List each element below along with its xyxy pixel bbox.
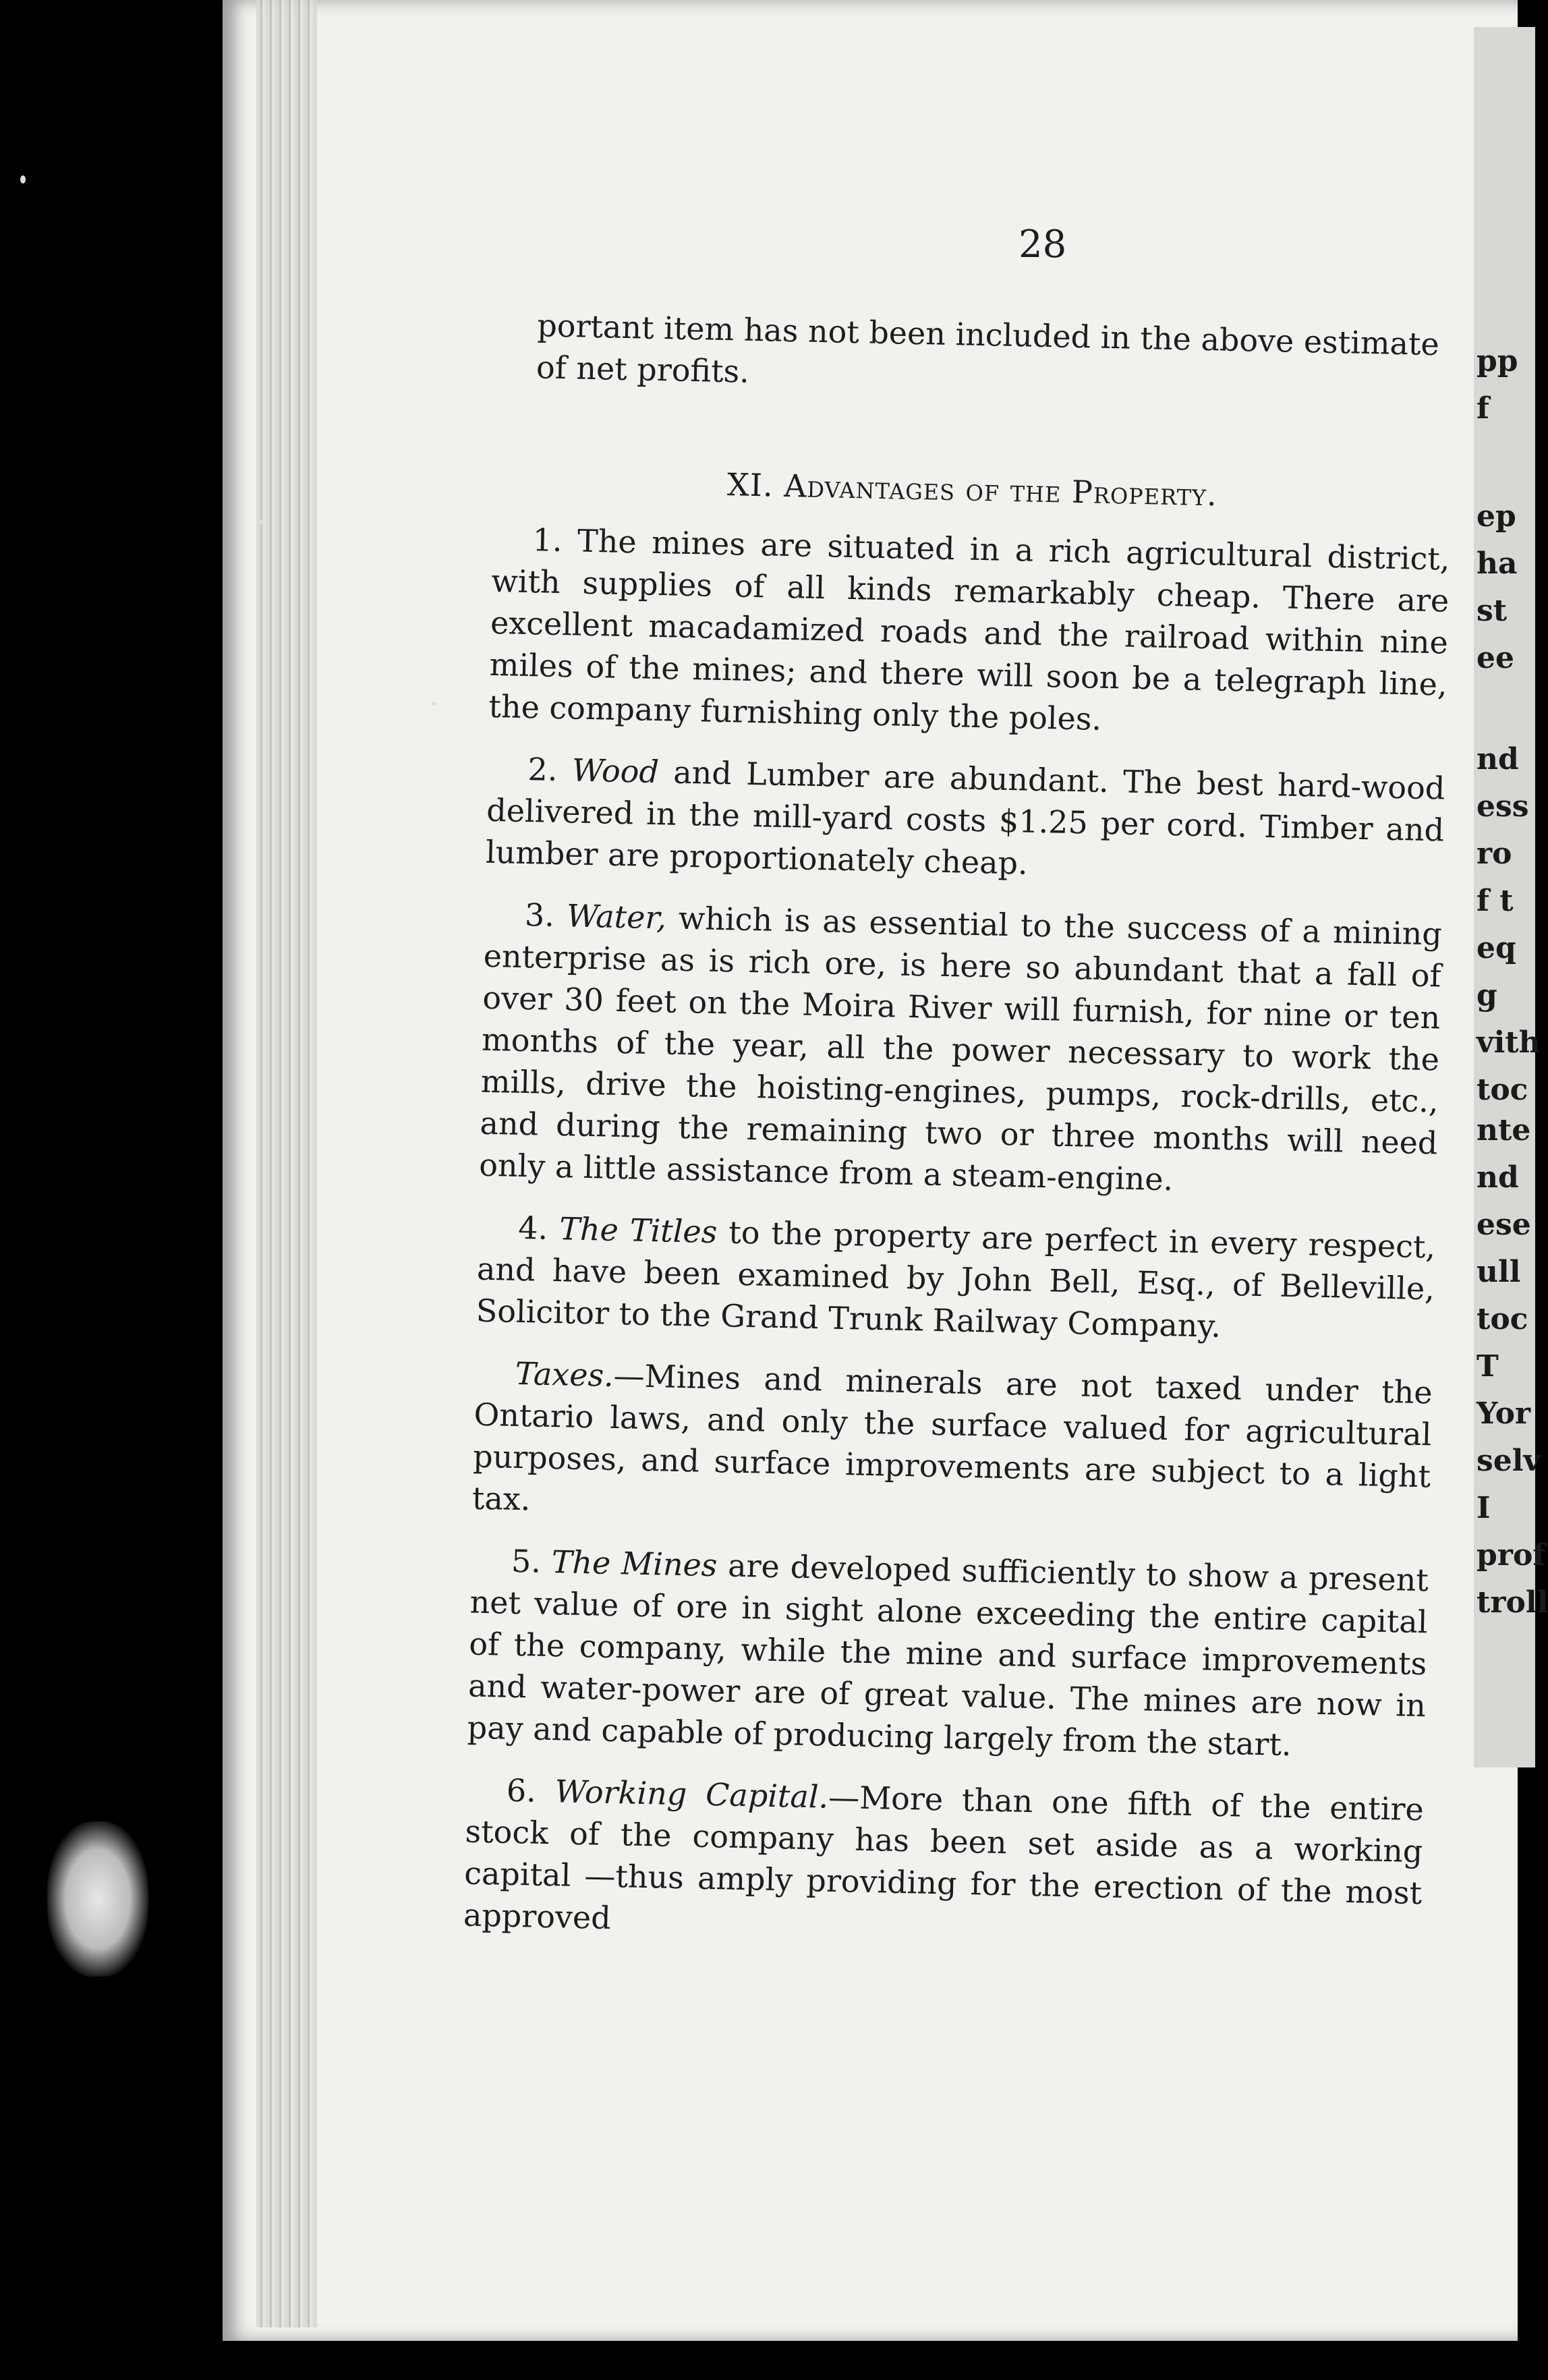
para-lead: The Mines (551, 1543, 718, 1584)
paragraph (463, 1768, 1424, 1956)
intro-text: portant item has not been included in the above estimate of net profits. (536, 307, 1440, 390)
scan-speck (256, 519, 263, 525)
para-lead: Taxes. (515, 1355, 614, 1394)
facing-fragment: prof (1477, 1538, 1546, 1572)
section-heading: XI. Advantages of the Property. (726, 466, 1218, 513)
paragraph (471, 1352, 1433, 1539)
facing-fragment: ro (1477, 837, 1512, 871)
scan-blot (47, 1821, 148, 1977)
para-text: which is as essential to the success of a mining enterprise as is rich ore, is here so abundant that a fall of over 30 feet on the Moira River will furnish, for nine or ten months of the year, all the power necessary to work the mills, drive the hoisting-engines, pumps, rock-drills, etc., and during the remaining two or three months will need only a little assistance from a steam-engine. (478, 899, 1443, 1198)
facing-fragment: f (1477, 391, 1489, 426)
facing-page (1474, 27, 1548, 1767)
facing-fragment: ull (1477, 1255, 1521, 1289)
para-prefix: 1. (532, 521, 578, 559)
para-prefix: 2. (527, 751, 573, 789)
facing-fragment: vith (1477, 1025, 1541, 1060)
para-prefix: 5. (511, 1542, 552, 1581)
scan-speck (20, 175, 26, 183)
paragraph (476, 1206, 1436, 1352)
text-column (463, 209, 1457, 1976)
facing-fragment: ese (1477, 1208, 1531, 1242)
paragraph (485, 747, 1445, 893)
facing-fragment: g (1477, 978, 1497, 1013)
para-text: The mines are situated in a rich agricultural district, with supplies of all kinds remarkably cheap. There are excellent macadamized roads and the railroad within nine miles of the mines; and there will soon be a telegraph line, the company furnishing only the poles. (488, 522, 1451, 737)
para-lead: Working Capital. (554, 1773, 829, 1815)
para-text: —Mines and minerals are not taxed under the Ontario laws, and only the surface valued for agricultural purposes, and surface improvements are subject to a light tax. (471, 1357, 1433, 1518)
facing-fragment: nte (1477, 1113, 1531, 1148)
facing-fragment: toc (1477, 1302, 1528, 1336)
facing-fragment: st (1477, 594, 1508, 628)
paragraph (479, 893, 1443, 1206)
para-text: to the property are perfect in every respect, and have been examined by John Bell, Esq., of Belleville, Solicitor to the Grand Trunk Railway Company. (476, 1214, 1436, 1344)
para-lead: The Titles (558, 1210, 718, 1251)
facing-fragment: ha (1477, 546, 1518, 581)
facing-fragment: nd (1477, 1160, 1519, 1195)
scan-speck (432, 702, 436, 706)
facing-fragment: pp (1477, 344, 1518, 378)
page-edges (256, 0, 317, 2327)
para-prefix: 6. (506, 1772, 556, 1810)
paragraph (488, 518, 1450, 747)
facing-fragment: toc (1477, 1073, 1528, 1107)
facing-fragment: nd (1477, 742, 1519, 776)
facing-fragment: selv (1477, 1444, 1541, 1478)
para-prefix: 3. (524, 897, 567, 934)
para-lead: Wood (571, 752, 660, 791)
para-text: —More than one fifth of the entire stock of the company has been set aside as a working capital —thus amply providing for the erection of the most approved (463, 1778, 1425, 1937)
facing-fragment: eq (1477, 931, 1516, 965)
facing-fragment: ee (1477, 641, 1514, 675)
page-number: 28 (1019, 223, 1067, 266)
para-lead: Water, (566, 897, 667, 936)
facing-fragment: Yor (1477, 1396, 1531, 1431)
facing-fragment: ep (1477, 499, 1516, 534)
facing-fragment: I (1477, 1491, 1491, 1525)
para-text: and Lumber are abundant. The best hard-wood delivered in the mill-yard costs $1.25 per cord. Timber and lumber are proportionately cheap. (485, 754, 1445, 882)
para-text: are developed sufficiently to show a present net value of ore in sight alone exceeding the entire capital of the company, while the mine and surface improvements and water-power are of great value. The mines are now in pay and capable of producing largely from the start. (467, 1547, 1429, 1763)
facing-fragment: f t (1477, 884, 1514, 918)
facing-fragment: ess (1477, 789, 1529, 824)
facing-fragment: troll (1477, 1585, 1548, 1620)
para-prefix: 4. (517, 1209, 560, 1247)
paragraph (467, 1539, 1429, 1769)
facing-fragment: T (1477, 1349, 1499, 1384)
